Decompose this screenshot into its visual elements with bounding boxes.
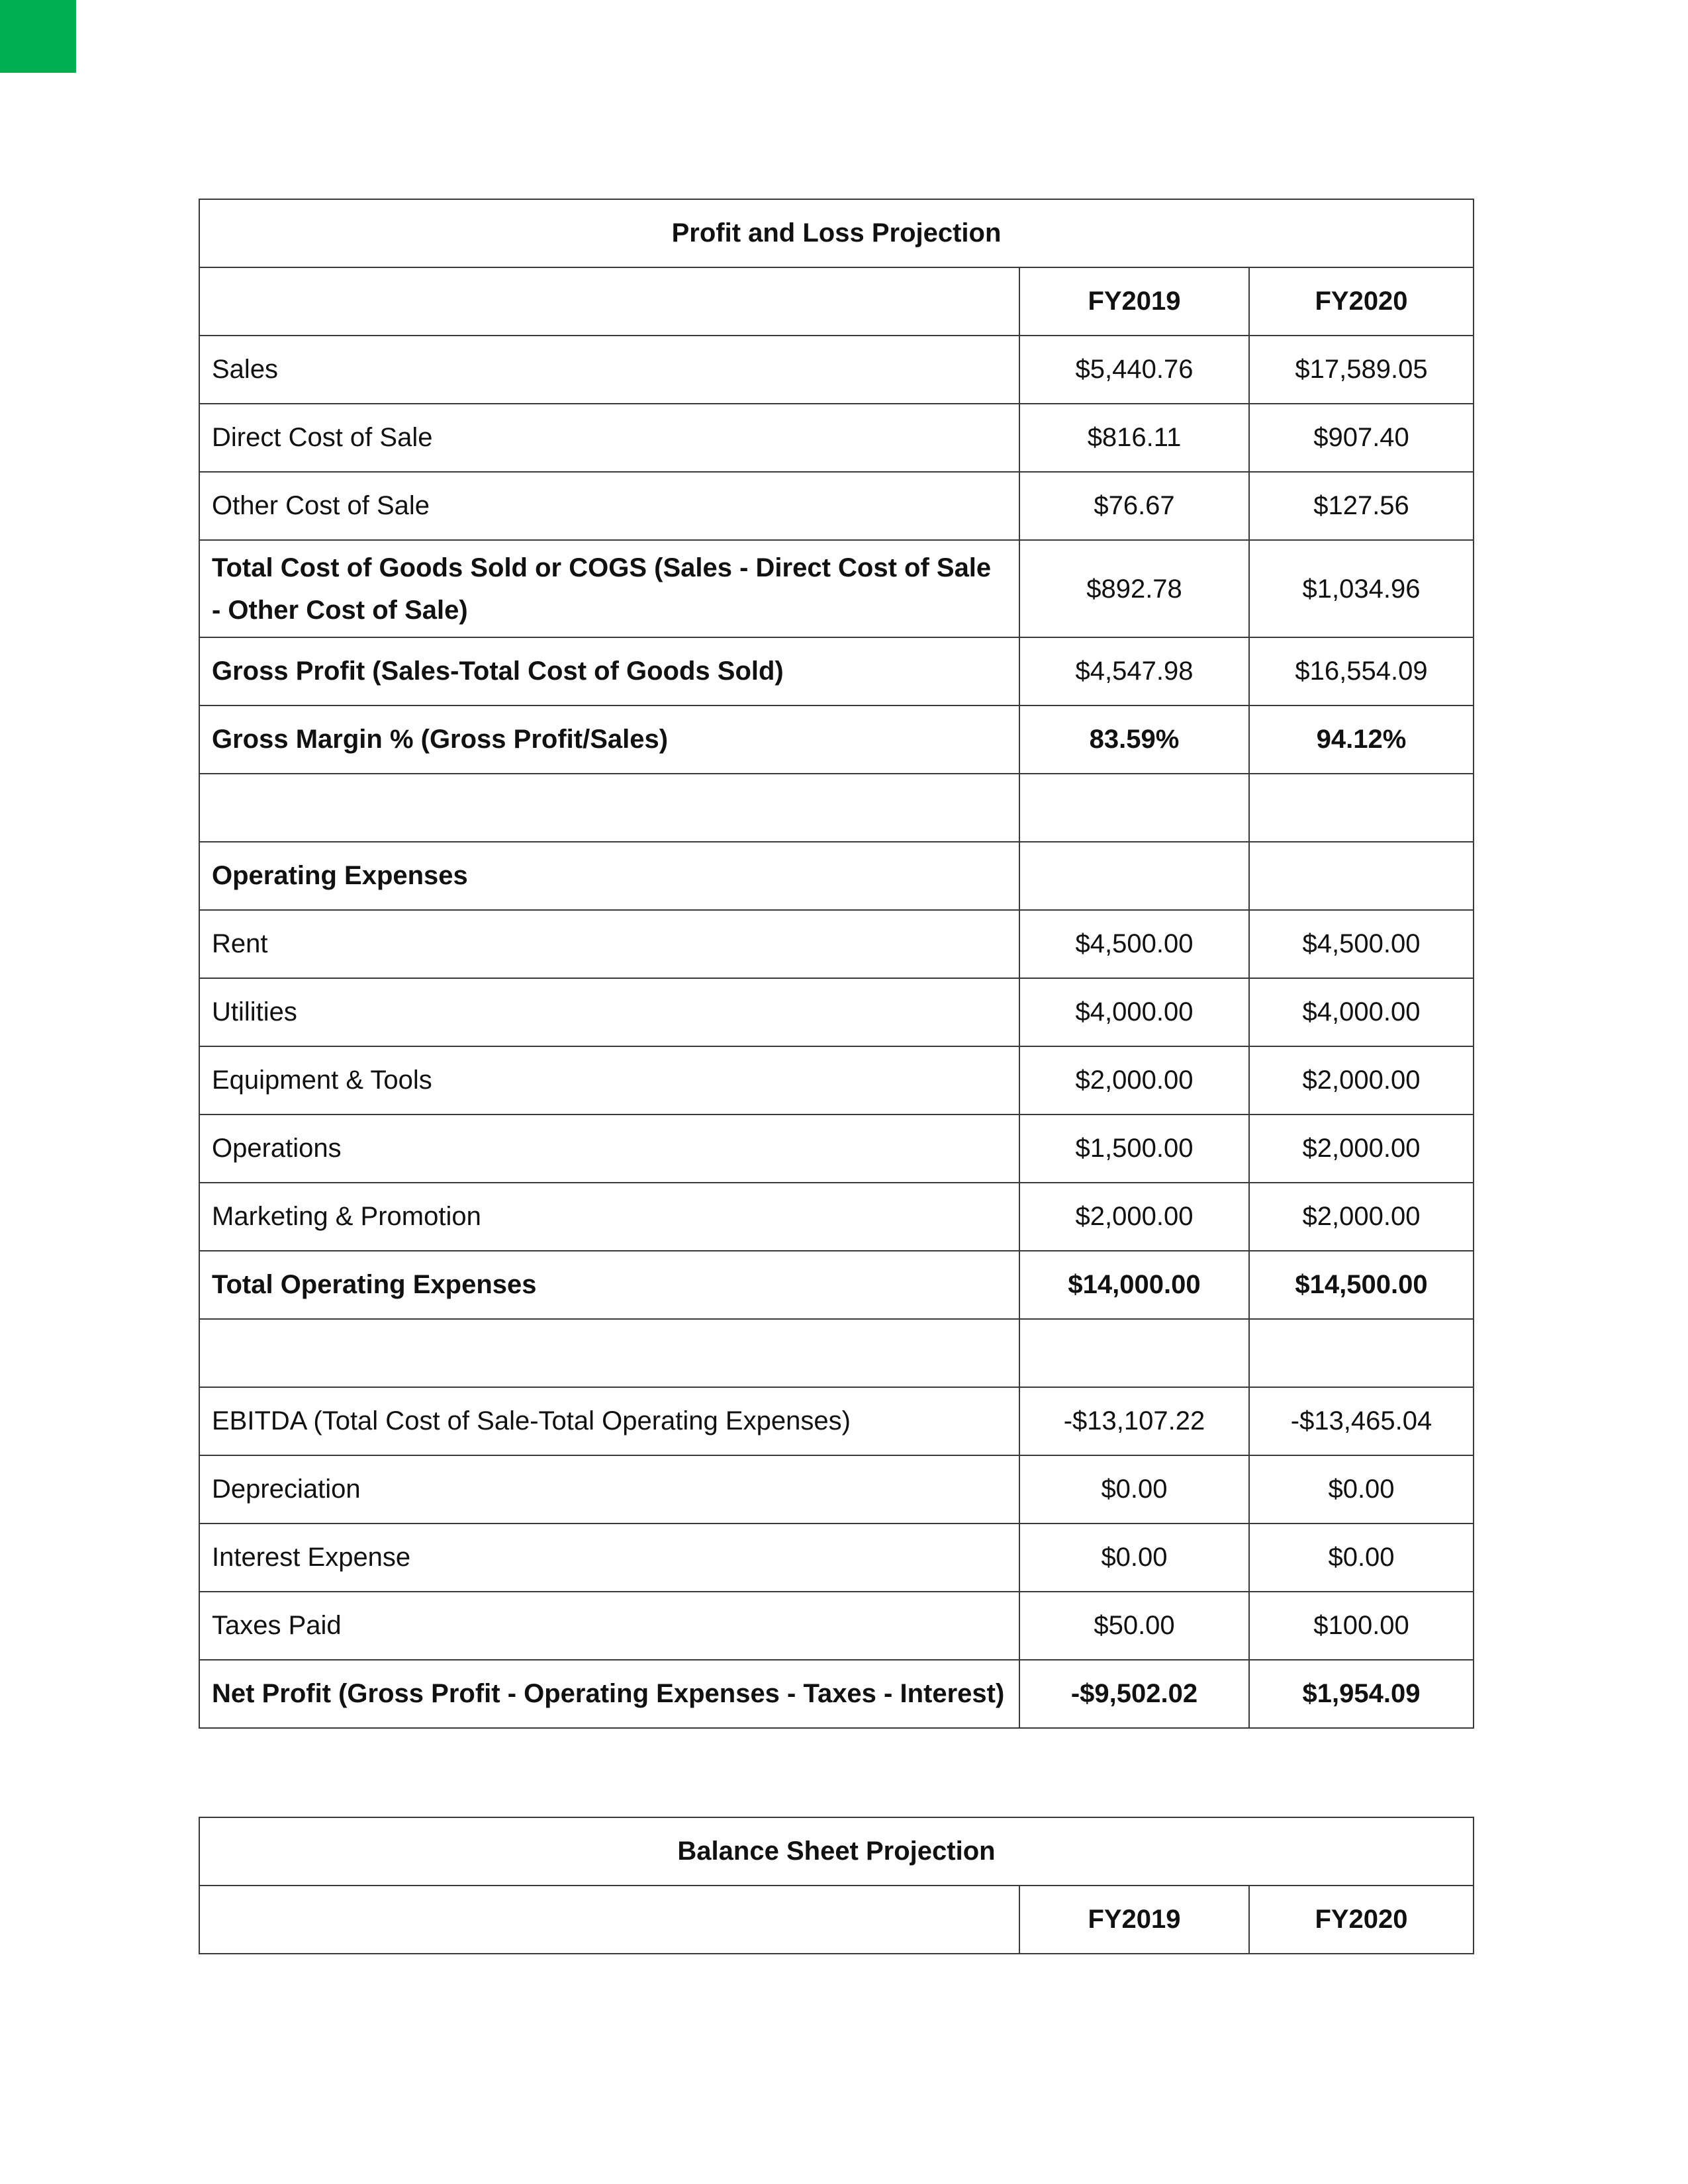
table-row bbox=[199, 1319, 1474, 1387]
fy2019-value: $892.78 bbox=[1019, 540, 1249, 637]
table-row bbox=[199, 1592, 1474, 1660]
table-row bbox=[199, 774, 1474, 842]
fy2020-value: $2,000.00 bbox=[1249, 1115, 1474, 1183]
fy2019-value: -$9,502.02 bbox=[1019, 1660, 1249, 1728]
header-fy2020: FY2020 bbox=[1249, 267, 1474, 336]
fy2019-value: $2,000.00 bbox=[1019, 1183, 1249, 1251]
fy2020-value: $17,589.05 bbox=[1249, 336, 1474, 404]
fy2019-value: $4,000.00 bbox=[1019, 978, 1249, 1046]
table-row bbox=[199, 336, 1474, 404]
row-label: Marketing & Promotion bbox=[199, 1183, 1019, 1251]
table-row bbox=[199, 404, 1474, 472]
fy2020-value: $4,000.00 bbox=[1249, 978, 1474, 1046]
row-label: Operations bbox=[199, 1115, 1019, 1183]
header-fy2020: FY2020 bbox=[1249, 1886, 1474, 1954]
table-row bbox=[199, 1251, 1474, 1319]
table-row bbox=[199, 1046, 1474, 1115]
fy2020-value: $2,000.00 bbox=[1249, 1046, 1474, 1115]
table-row bbox=[199, 1660, 1474, 1728]
fy2019-value: $1,500.00 bbox=[1019, 1115, 1249, 1183]
row-label: EBITDA (Total Cost of Sale-Total Operating Expenses) bbox=[199, 1387, 1019, 1455]
profit-loss-table bbox=[199, 199, 1474, 1729]
fy2020-value: 94.12% bbox=[1249, 705, 1474, 774]
fy2020-value: $4,500.00 bbox=[1249, 910, 1474, 978]
fy2019-value: $816.11 bbox=[1019, 404, 1249, 472]
fy2020-value bbox=[1249, 774, 1474, 842]
header-fy2019: FY2019 bbox=[1019, 1886, 1249, 1954]
fy2019-value: -$13,107.22 bbox=[1019, 1387, 1249, 1455]
row-label: Total Operating Expenses bbox=[199, 1251, 1019, 1319]
balance-sheet-table bbox=[199, 1817, 1474, 1954]
row-label bbox=[199, 774, 1019, 842]
table-row bbox=[199, 705, 1474, 774]
table-title-row bbox=[199, 199, 1474, 267]
row-label: Utilities bbox=[199, 978, 1019, 1046]
fy2020-value bbox=[1249, 842, 1474, 910]
fy2020-value: $14,500.00 bbox=[1249, 1251, 1474, 1319]
fy2019-value: $0.00 bbox=[1019, 1524, 1249, 1592]
fy2019-value bbox=[1019, 1319, 1249, 1387]
row-label: Direct Cost of Sale bbox=[199, 404, 1019, 472]
balance-sheet-title: Balance Sheet Projection bbox=[199, 1817, 1474, 1886]
row-label: Depreciation bbox=[199, 1455, 1019, 1524]
table-title-row bbox=[199, 1817, 1474, 1886]
fy2019-value bbox=[1019, 774, 1249, 842]
row-label: Operating Expenses bbox=[199, 842, 1019, 910]
row-label: Taxes Paid bbox=[199, 1592, 1019, 1660]
fy2020-value: $2,000.00 bbox=[1249, 1183, 1474, 1251]
fy2020-value: -$13,465.04 bbox=[1249, 1387, 1474, 1455]
table-header-row bbox=[199, 267, 1474, 336]
row-label: Gross Profit (Sales-Total Cost of Goods Sold) bbox=[199, 637, 1019, 705]
table-row bbox=[199, 540, 1474, 637]
fy2020-value: $0.00 bbox=[1249, 1455, 1474, 1524]
fy2020-value: $100.00 bbox=[1249, 1592, 1474, 1660]
header-blank-cell bbox=[199, 267, 1019, 336]
table-row bbox=[199, 1115, 1474, 1183]
row-label: Rent bbox=[199, 910, 1019, 978]
fy2020-value: $1,034.96 bbox=[1249, 540, 1474, 637]
fy2020-value: $1,954.09 bbox=[1249, 1660, 1474, 1728]
row-label: Interest Expense bbox=[199, 1524, 1019, 1592]
row-label bbox=[199, 1319, 1019, 1387]
table-row bbox=[199, 472, 1474, 540]
fy2020-value: $16,554.09 bbox=[1249, 637, 1474, 705]
table-header-row bbox=[199, 1886, 1474, 1954]
fy2019-value: $14,000.00 bbox=[1019, 1251, 1249, 1319]
fy2019-value: $4,500.00 bbox=[1019, 910, 1249, 978]
corner-color-mark bbox=[0, 0, 76, 73]
row-label: Net Profit (Gross Profit - Operating Expenses - Taxes - Interest) bbox=[199, 1660, 1019, 1728]
fy2019-value: $76.67 bbox=[1019, 472, 1249, 540]
table-row bbox=[199, 1183, 1474, 1251]
fy2019-value: $2,000.00 bbox=[1019, 1046, 1249, 1115]
fy2019-value: $0.00 bbox=[1019, 1455, 1249, 1524]
fy2019-value: $50.00 bbox=[1019, 1592, 1249, 1660]
fy2019-value: $5,440.76 bbox=[1019, 336, 1249, 404]
row-label: Total Cost of Goods Sold or COGS (Sales - Direct Cost of Sale - Other Cost of Sale) bbox=[199, 540, 1019, 637]
fy2019-value: 83.59% bbox=[1019, 705, 1249, 774]
header-blank-cell bbox=[199, 1886, 1019, 1954]
fy2020-value: $907.40 bbox=[1249, 404, 1474, 472]
row-label: Sales bbox=[199, 336, 1019, 404]
header-fy2019: FY2019 bbox=[1019, 267, 1249, 336]
row-label: Other Cost of Sale bbox=[199, 472, 1019, 540]
table-row bbox=[199, 1455, 1474, 1524]
fy2019-value: $4,547.98 bbox=[1019, 637, 1249, 705]
table-row bbox=[199, 637, 1474, 705]
row-label: Gross Margin % (Gross Profit/Sales) bbox=[199, 705, 1019, 774]
table-row bbox=[199, 1387, 1474, 1455]
fy2020-value: $127.56 bbox=[1249, 472, 1474, 540]
fy2020-value: $0.00 bbox=[1249, 1524, 1474, 1592]
fy2019-value bbox=[1019, 842, 1249, 910]
table-row bbox=[199, 978, 1474, 1046]
table-row bbox=[199, 842, 1474, 910]
table-row bbox=[199, 910, 1474, 978]
profit-loss-title: Profit and Loss Projection bbox=[199, 199, 1474, 267]
table-row bbox=[199, 1524, 1474, 1592]
fy2020-value bbox=[1249, 1319, 1474, 1387]
row-label: Equipment & Tools bbox=[199, 1046, 1019, 1115]
